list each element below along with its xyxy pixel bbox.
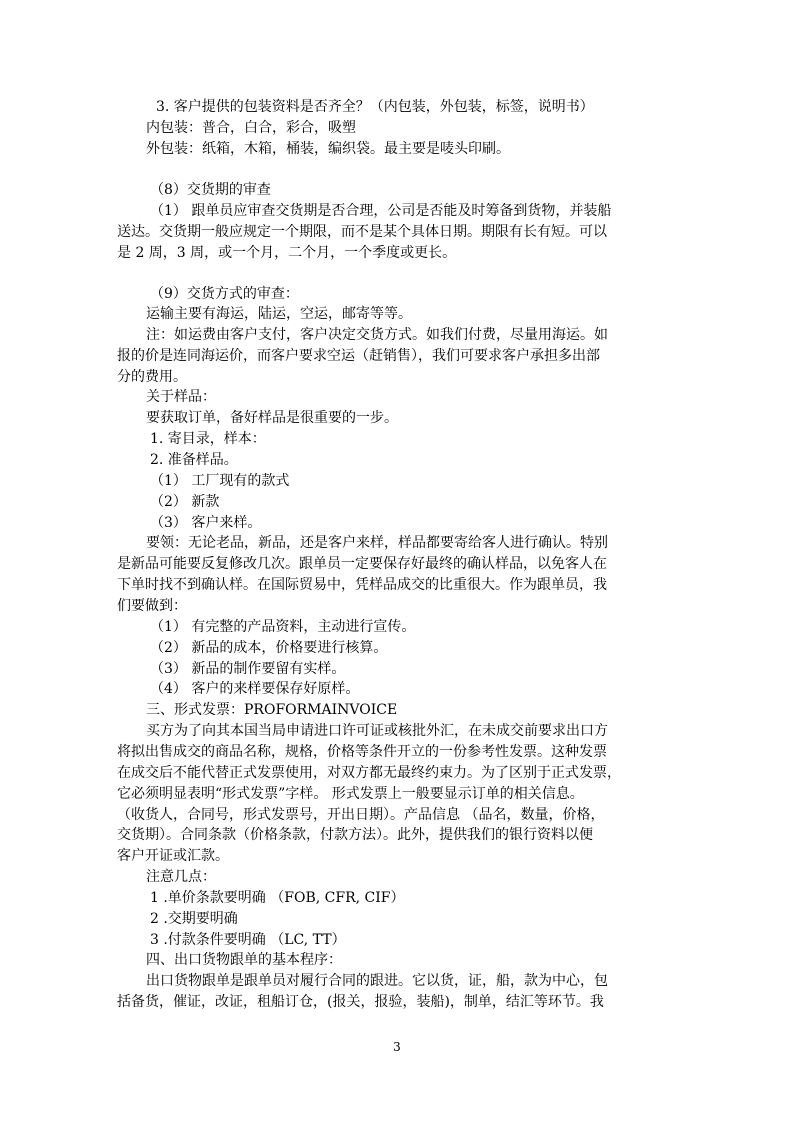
paragraph-line: 们要做到： — [117, 598, 187, 614]
paragraph-line: 要领：无论老品，新品，还是客户来样，样品都要寄给客人进行确认。特别 — [146, 535, 608, 551]
list-item: 3 .付款条件要明确 （LC, TT） — [150, 932, 346, 948]
paragraph-line: 运输主要有海运，陆运，空运，邮寄等等。 — [146, 306, 412, 322]
list-item: （2） 新款 — [150, 494, 220, 510]
paragraph-line: 将拟出售成交的商品名称，规格，价格等条件开立的一份参考性发票。这种发票 — [117, 744, 607, 760]
note-line: 注：如运费由客户支付，客户决定交货方式。如我们付费，尽量用海运。如 — [146, 327, 608, 343]
section-heading-delivery-time: （8）交货期的审查 — [150, 182, 271, 198]
section-heading-delivery-method: （9）交货方式的审查： — [150, 286, 299, 302]
section-heading-samples: 关于样品： — [146, 389, 216, 405]
paragraph-line: 客户开证或汇款。 — [117, 848, 229, 864]
inner-packaging-line: 内包装：普合，白合，彩合，吸塑 — [146, 120, 356, 136]
paragraph-line: 下单时找不到确认样。在国际贸易中，凭样品成交的比重很大。作为跟单员，我 — [117, 577, 607, 593]
paragraph-line: 在成交后不能代替正式发票使用，对双方都无最终约束力。为了区别于正式发票， — [117, 765, 621, 781]
paragraph-line: 出口货物跟单是跟单员对履行合同的跟进。它以货，证，船，款为中心，包 — [146, 973, 608, 989]
section-heading-proforma-invoice: 三、形式发票：PROFORMAINVOICE — [146, 702, 398, 718]
list-item: 1. 寄目录，样本： — [150, 431, 266, 447]
list-item: （3） 新品的制作要留有实样。 — [150, 661, 346, 677]
paragraph-line: （收货人，合同号，形式发票号，开出日期）。产品信息 （品名，数量，价格， — [117, 807, 605, 823]
list-item: 1 .单价条款要明确 （FOB, CFR, CIF） — [150, 890, 405, 906]
packaging-question: 3. 客户提供的包装资料是否齐全？（内包装，外包装，标签，说明书） — [156, 99, 594, 115]
list-item: （2） 新品的成本，价格要进行核算。 — [150, 640, 388, 656]
note-line: 报的价是连同海运价，而客户要求空运（赶销售），我们可要求客户承担多出部 — [117, 348, 600, 364]
note-line: 分的费用。 — [117, 369, 187, 385]
list-item: 2 .交期要明确 — [150, 911, 238, 927]
paragraph-line: （1） 跟单员应审查交货期是否合理，公司是否能及时筹备到货物，并装船 — [150, 203, 612, 219]
paragraph-line: 括备货，催证，改证，租船订仓，(报关，报验，装船)，制单，结汇等环节。我 — [117, 994, 604, 1010]
paragraph-line: 要获取订单，备好样品是很重要的一步。 — [146, 410, 398, 426]
list-item: （4） 客户的来样要保存好原样。 — [150, 681, 360, 697]
list-item: （1） 工厂现有的款式 — [150, 473, 290, 489]
paragraph-line: 它必须明显表明“形式发票”字样。 形式发票上一般要显示订单的相关信息。 — [117, 786, 584, 802]
paragraph-line: 送达。交货期一般应规定一个期限，而不是某个具体日期。期限有长有短。可以 — [117, 224, 607, 240]
paragraph-line: 买方为了向其本国当局申请进口许可证或核批外汇，在未成交前要求出口方 — [146, 723, 608, 739]
section-heading-notes: 注意几点： — [146, 869, 216, 885]
section-heading-export-procedure: 四、出口货物跟单的基本程序： — [146, 952, 342, 968]
list-item: 2. 准备样品。 — [150, 452, 238, 468]
list-item: （1） 有完整的产品资料，主动进行宣传。 — [150, 619, 416, 635]
paragraph-line: 交货期）。合同条款（价格条款，付款方法）。此外，提供我们的银行资料以便 — [117, 827, 593, 843]
page-number: 3 — [393, 1040, 401, 1054]
paragraph-line: 是新品可能要反复修改几次。跟单员一定要保存好最终的确认样品，以免客人在 — [117, 556, 607, 572]
outer-packaging-line: 外包装：纸箱，木箱，桶装，编织袋。最主要是唛头印刷。 — [146, 141, 510, 157]
list-item: （3） 客户来样。 — [150, 515, 262, 531]
paragraph-line: 是 2 周，3 周，或一个月，二个月，一个季度或更长。 — [117, 245, 457, 261]
